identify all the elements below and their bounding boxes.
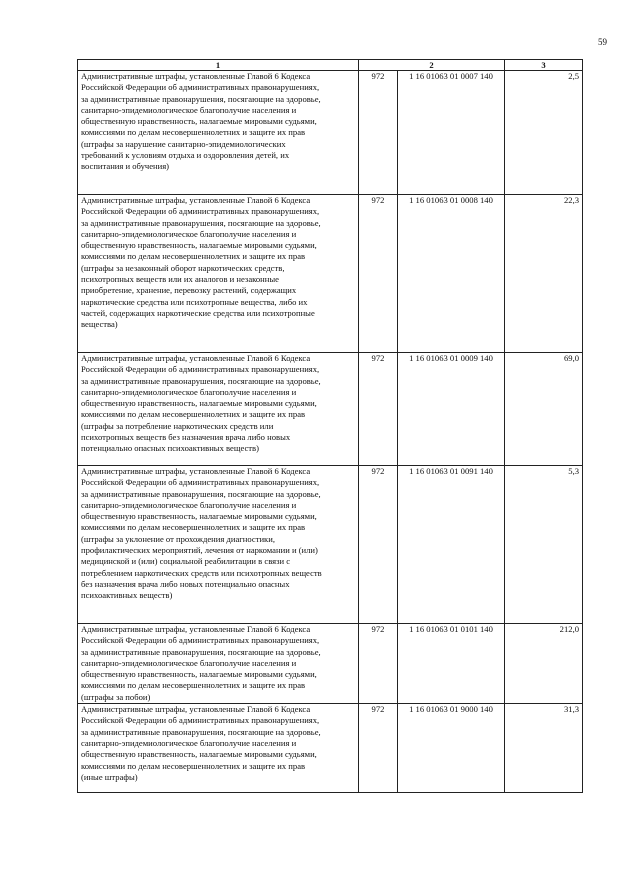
description-line: Российской Федерации об административных правонарушениях,	[81, 364, 320, 375]
description-line: Административные штрафы, установленные Главой 6 Кодекса	[81, 71, 311, 81]
description-line: общественную нравственность, налагаемые мировыми судьями,	[81, 240, 317, 251]
description-line: медицинской и (или) социальной реабилитации в связи с	[81, 556, 291, 567]
amount-value: 212,0	[505, 624, 583, 704]
administrator-code: 972	[359, 353, 398, 466]
table-row	[78, 353, 583, 466]
description-line: частей, содержащих наркотические средства или психотропные	[81, 307, 315, 318]
description-line: Российской Федерации об административных правонарушениях,	[81, 477, 320, 488]
description-line: Административные штрафы, установленные Главой 6 Кодекса	[81, 466, 311, 476]
fine-description	[78, 195, 359, 353]
description-line: Российской Федерации об административных правонарушениях,	[81, 635, 320, 646]
description-line: комиссиями по делам несовершеннолетних и защите их прав	[81, 680, 306, 691]
description-line: санитарно-эпидемиологическое благополучие населения и	[81, 104, 297, 115]
description-line: вещества)	[81, 319, 118, 330]
page-number: 59	[598, 37, 607, 47]
description-line: за административные правонарушения, посягающие на здоровье,	[81, 488, 321, 499]
amount-value: 2,5	[505, 71, 583, 195]
amount-value: 22,3	[505, 195, 583, 353]
fine-description	[78, 71, 359, 195]
table-row	[78, 704, 583, 793]
administrator-code: 972	[359, 71, 398, 195]
budget-classification-code: 1 16 01063 01 0101 140	[398, 624, 505, 704]
description-line: Административные штрафы, установленные Главой 6 Кодекса	[81, 704, 311, 715]
description-line: комиссиями по делам несовершеннолетних и защите их прав	[81, 251, 306, 262]
description-line: комиссиями по делам несовершеннолетних и защите их прав	[81, 409, 306, 420]
table-row	[78, 624, 583, 704]
description-line: (штрафы за побои)	[81, 691, 151, 702]
description-line: комиссиями по делам несовершеннолетних и защите их прав	[81, 760, 306, 771]
fine-description	[78, 466, 359, 624]
description-line: психотропных веществ или их аналогов и незаконные	[81, 274, 279, 285]
budget-classification-code: 1 16 01063 01 9000 140	[398, 704, 505, 793]
description-line: психоактивных веществ)	[81, 590, 173, 601]
budget-classification-code: 1 16 01063 01 0009 140	[398, 353, 505, 466]
table-row	[78, 466, 583, 624]
description-line: санитарно-эпидемиологическое благополучие населения и	[81, 386, 297, 397]
description-line: за административные правонарушения, посягающие на здоровье,	[81, 93, 321, 104]
amount-value: 5,3	[505, 466, 583, 624]
description-line: комиссиями по делам несовершеннолетних и защите их прав	[81, 522, 306, 533]
description-line: требований к условиям отдыха и оздоровления детей, их	[81, 150, 290, 161]
description-line: санитарно-эпидемиологическое благополучие населения и	[81, 228, 297, 239]
description-line: санитарно-эпидемиологическое благополучие населения и	[81, 657, 297, 668]
description-line: потенциально опасных психоактивных веществ)	[81, 443, 259, 454]
column-header-2: 2	[359, 60, 505, 71]
description-line: (штрафы за незаконный оборот наркотических средств,	[81, 262, 285, 273]
budget-classification-code: 1 16 01063 01 0091 140	[398, 466, 505, 624]
description-line: (штрафы за уклонение от прохождения диагностики,	[81, 533, 275, 544]
administrator-code: 972	[359, 624, 398, 704]
description-line: общественную нравственность, налагаемые мировыми судьями,	[81, 669, 317, 680]
description-line: Российской Федерации об административных правонарушениях,	[81, 206, 320, 217]
fines-table	[77, 59, 583, 793]
description-line: Административные штрафы, установленные Главой 6 Кодекса	[81, 353, 311, 363]
column-header-3: 3	[505, 60, 583, 71]
amount-value: 31,3	[505, 704, 583, 793]
description-line: за административные правонарушения, посягающие на здоровье,	[81, 217, 321, 228]
description-line: потреблением наркотических средств или психотропных веществ	[81, 567, 322, 578]
fine-description	[78, 704, 359, 793]
administrator-code: 972	[359, 466, 398, 624]
description-line: психотропных веществ без назначения врача либо новых	[81, 432, 291, 443]
header-row	[78, 60, 583, 71]
column-header-1: 1	[78, 60, 359, 71]
description-line: (штрафы за нарушение санитарно-эпидемиологических	[81, 138, 286, 149]
description-line: общественную нравственность, налагаемые мировыми судьями,	[81, 749, 317, 760]
administrator-code: 972	[359, 195, 398, 353]
table-row	[78, 71, 583, 195]
fine-description	[78, 353, 359, 466]
description-line: Административные штрафы, установленные Главой 6 Кодекса	[81, 624, 311, 634]
description-line: Российской Федерации об административных правонарушениях,	[81, 82, 320, 93]
description-line: Административные штрафы, установленные Главой 6 Кодекса	[81, 195, 311, 205]
description-line: за административные правонарушения, посягающие на здоровье,	[81, 726, 321, 737]
amount-value: 69,0	[505, 353, 583, 466]
description-line: наркотические средства или психотропные вещества, либо их	[81, 296, 308, 307]
description-line: Российской Федерации об административных правонарушениях,	[81, 715, 320, 726]
description-line: за административные правонарушения, посягающие на здоровье,	[81, 646, 321, 657]
description-line: (иные штрафы)	[81, 771, 138, 782]
description-line: за административные правонарушения, посягающие на здоровье,	[81, 375, 321, 386]
description-line: (штрафы за потребление наркотических средств или	[81, 420, 274, 431]
description-line: санитарно-эпидемиологическое благополучие населения и	[81, 499, 297, 510]
description-line: воспитания и обучения)	[81, 161, 170, 172]
description-line: приобретение, хранение, перевозку растений, содержащих	[81, 285, 297, 296]
description-line: общественную нравственность, налагаемые мировыми судьями,	[81, 511, 317, 522]
description-line: профилактических мероприятий, лечения от наркомании и (или)	[81, 545, 318, 556]
description-line: комиссиями по делам несовершеннолетних и защите их прав	[81, 127, 306, 138]
description-line: общественную нравственность, налагаемые мировыми судьями,	[81, 116, 317, 127]
description-line: санитарно-эпидемиологическое благополучие населения и	[81, 737, 297, 748]
budget-classification-code: 1 16 01063 01 0007 140	[398, 71, 505, 195]
table-row	[78, 195, 583, 353]
budget-classification-code: 1 16 01063 01 0008 140	[398, 195, 505, 353]
description-line: без назначения врача либо новых потенциально опасных	[81, 578, 290, 589]
administrator-code: 972	[359, 704, 398, 793]
fine-description	[78, 624, 359, 704]
description-line: общественную нравственность, налагаемые мировыми судьями,	[81, 398, 317, 409]
